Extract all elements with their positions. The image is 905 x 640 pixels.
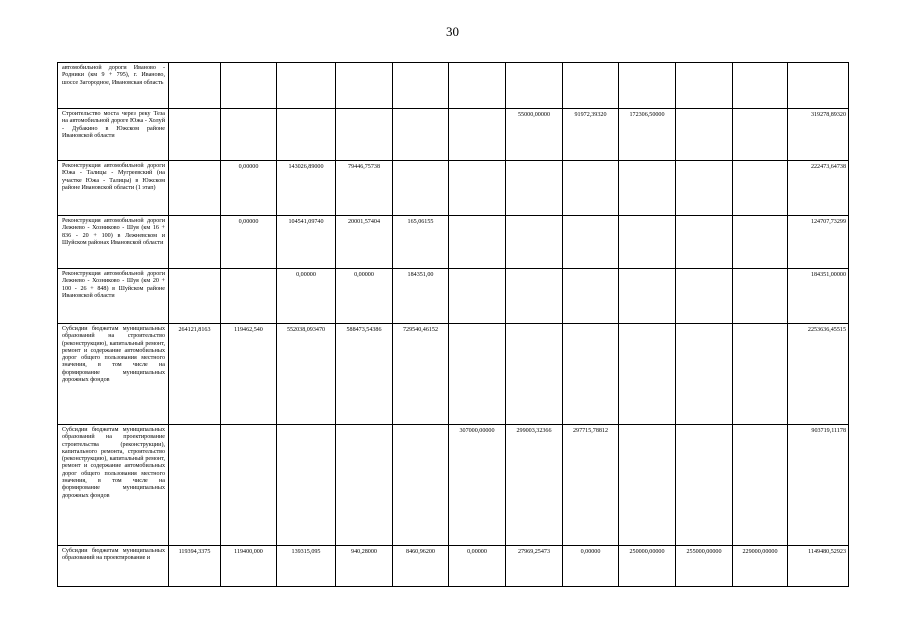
table-body [58,63,849,587]
value-cell [733,269,788,324]
value-cell [563,324,619,425]
value-cell: 91972,39320 [563,109,619,161]
table-row [58,109,849,161]
table-row [58,216,849,269]
value-cell: 940,28000 [336,546,393,587]
value-cell [169,425,221,546]
value-cell [506,269,563,324]
value-cell [221,63,277,109]
total-cell [788,63,849,109]
value-cell: 119394,3375 [169,546,221,587]
value-cell [169,216,221,269]
value-cell [169,161,221,216]
value-cell [563,269,619,324]
value-cell: 172306,50000 [619,109,676,161]
row-name-cell: Реконструкция автомобильной дороги Южа - Талицы - Мугреевский (на участке Южа - Талицы) в Южском районе Ивановской области (1 этап) [58,161,169,216]
value-cell [563,161,619,216]
value-cell: 143026,89000 [277,161,336,216]
value-cell [393,161,449,216]
value-cell [733,425,788,546]
value-cell [676,269,733,324]
value-cell [506,324,563,425]
value-cell: 20001,57404 [336,216,393,269]
page-number: 30 [446,24,459,39]
row-name-cell: Субсидии бюджетам муниципальных образований на проектирование строительства (реконструкции), капитального ремонта, строительство (реконструкцию), капитальный ремонт, ремонт и содержание автомобильных дорог общего пользования местного значения, в том числе на формирование муниципальных дорожных фондов [58,425,169,546]
value-cell [619,269,676,324]
value-cell: 299003,32366 [506,425,563,546]
value-cell: 297715,78812 [563,425,619,546]
value-cell [676,161,733,216]
value-cell: 119462,540 [221,324,277,425]
value-cell: 27969,25473 [506,546,563,587]
row-name-cell: автомобильной дороги Иваново - Родники (км 9 + 795), г. Иваново, шоссе Загородное, Ивановская область [58,63,169,109]
total-cell: 222473,64738 [788,161,849,216]
value-cell: 0,00000 [563,546,619,587]
value-cell [393,63,449,109]
total-cell: 319278,89320 [788,109,849,161]
value-cell [676,324,733,425]
value-cell: 729540,46152 [393,324,449,425]
value-cell [733,216,788,269]
value-cell: 250000,00000 [619,546,676,587]
table-row [58,546,849,587]
value-cell [169,109,221,161]
total-cell: 184351,00000 [788,269,849,324]
value-cell [506,216,563,269]
value-cell [169,269,221,324]
value-cell: 139315,095 [277,546,336,587]
value-cell [449,63,506,109]
total-cell: 124707,73299 [788,216,849,269]
value-cell [676,63,733,109]
value-cell [733,161,788,216]
value-cell: 184351,00 [393,269,449,324]
value-cell [336,109,393,161]
row-name-cell: Субсидии бюджетам муниципальных образований на строительство (реконструкцию), капитальный ремонт, ремонт и содержание автомобильных дорог общего пользования местного значения, в том числе на формирование муниципальных дорожных фондов [58,324,169,425]
value-cell: 255000,00000 [676,546,733,587]
value-cell [619,63,676,109]
total-cell: 2253636,45515 [788,324,849,425]
value-cell: 0,00000 [336,269,393,324]
value-cell [221,109,277,161]
value-cell [449,109,506,161]
value-cell [619,161,676,216]
value-cell [676,425,733,546]
value-cell [449,269,506,324]
value-cell [676,109,733,161]
value-cell [393,425,449,546]
value-cell: 552038,093470 [277,324,336,425]
value-cell: 104541,09740 [277,216,336,269]
value-cell [676,216,733,269]
value-cell [619,324,676,425]
value-cell [506,161,563,216]
table-row [58,63,849,109]
value-cell [563,63,619,109]
value-cell [277,63,336,109]
value-cell [169,63,221,109]
value-cell [506,63,563,109]
value-cell: 119400,000 [221,546,277,587]
value-cell: 0,00000 [449,546,506,587]
value-cell [733,63,788,109]
value-cell: 264121,8163 [169,324,221,425]
value-cell [336,425,393,546]
total-cell: 1149480,52923 [788,546,849,587]
table-row [58,425,849,546]
value-cell [449,324,506,425]
value-cell [393,109,449,161]
value-cell [733,109,788,161]
value-cell: 55000,00000 [506,109,563,161]
value-cell [221,269,277,324]
row-name-cell: Субсидии бюджетам муниципальных образований на проектирование и [58,546,169,587]
value-cell [277,425,336,546]
value-cell [336,63,393,109]
row-name-cell: Реконструкция автомобильной дороги Лежнево - Хозниково - Шуя (км 20 + 100 - 26 + 848) в Шуйском районе Ивановской области [58,269,169,324]
value-cell [221,425,277,546]
table-row [58,269,849,324]
value-cell: 307000,00000 [449,425,506,546]
value-cell: 165,06155 [393,216,449,269]
row-name-cell: Реконструкция автомобильной дороги Лежнево - Хозниково - Шуя (км 16 + 836 - 20 + 100) в Лежневском и Шуйском районах Ивановской области [58,216,169,269]
row-name-cell: Строительство моста через реку Теза на автомобильной дороге Южа - Холуй - Дубакино в Южском районе Ивановской области [58,109,169,161]
total-cell: 903719,11178 [788,425,849,546]
table-row [58,161,849,216]
value-cell: 229000,00000 [733,546,788,587]
value-cell: 588473,54386 [336,324,393,425]
value-cell: 8460,96200 [393,546,449,587]
value-cell [619,216,676,269]
value-cell: 0,00000 [221,161,277,216]
value-cell: 0,00000 [277,269,336,324]
table-row [58,324,849,425]
value-cell: 79446,75738 [336,161,393,216]
value-cell [449,161,506,216]
value-cell [733,324,788,425]
value-cell: 0,00000 [221,216,277,269]
value-cell [277,109,336,161]
value-cell [563,216,619,269]
value-cell [449,216,506,269]
budget-table [57,62,849,587]
value-cell [619,425,676,546]
